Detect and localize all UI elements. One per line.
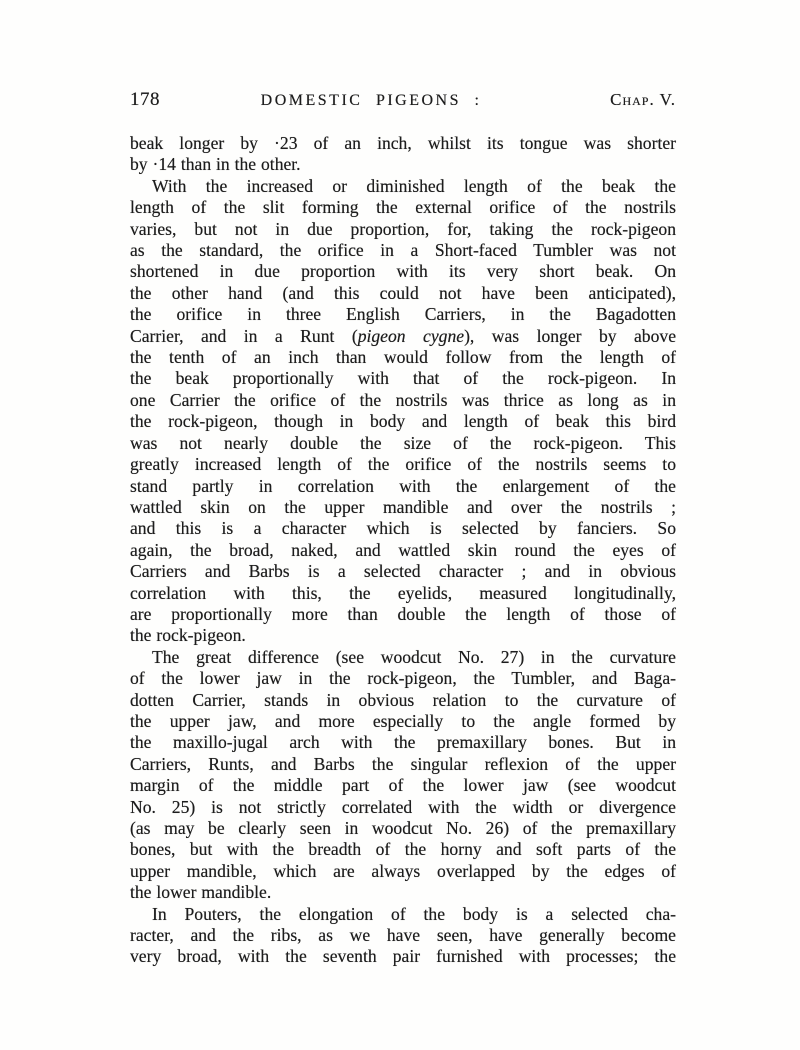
text-line: the maxillo-jugal arch with the premaxillary bones. But in [130,732,676,753]
text-line: shortened in due proportion with its very short beak. On [130,261,676,282]
text-line: margin of the middle part of the lower jaw (see woodcut [130,775,676,796]
text-line: With the increased or diminished length of the beak the [152,175,676,196]
running-head [130,89,676,113]
text-line: The great difference (see woodcut No. 27) in the curvature [152,646,676,667]
paragraph [130,133,676,176]
text-line: varies, but not in due proportion, for, taking the rock-pigeon [130,218,676,239]
text-line: (as may be clearly seen in woodcut No. 26) of the premaxillary [130,818,676,838]
text-line: bones, but with the breadth of the horny and soft parts of the [130,839,676,860]
paragraph [130,647,676,904]
text-line: the lower mandible. [130,882,272,903]
text-line: upper mandible, which are always overlapped by the edges of [130,860,676,881]
paragraph [130,904,676,968]
running-title: DOMESTIC PIGEONS : [260,92,482,109]
text-line: racter, and the ribs, as we have seen, have generally become [130,925,676,946]
text-line: No. 25) is not strictly correlated with the width or divergence [130,796,676,817]
text-block [130,133,676,968]
text-line: wattled skin on the upper mandible and over the nostrils ; [130,496,676,517]
text-line: was not nearly double the size of the rock-pigeon. This [130,432,676,453]
text-line: correlation with this, the eyelids, measured longitudinally, [130,582,676,603]
page-number: 178 [130,89,160,110]
text-line: Carrier, and in a Runt (pigeon cygne), was longer by above [130,325,676,346]
page-content [130,0,676,968]
text-line: as the standard, the orifice in a Short-faced Tumbler was not [130,240,676,261]
text-line: the orifice in three English Carriers, in the Bagadotten [130,304,676,325]
text-line: stand partly in correlation with the enlargement of the [130,475,676,496]
text-line: one Carrier the orifice of the nostrils was thrice as long as in [130,389,676,410]
text-line: the rock-pigeon, though in body and length of beak this bird [130,411,676,432]
text-line: are proportionally more than double the length of those of [130,603,676,624]
text-line: the beak proportionally with that of the rock-pigeon. In [130,368,676,389]
text-line: the other hand (and this could not have been anticipated), [130,282,676,303]
text-line: greatly increased length of the orifice of the nostrils seems to [130,454,676,475]
chapter-label: Chap. V. [610,90,676,109]
text-line: the upper jaw, and more especially to the angle formed by [130,710,676,731]
text-line: again, the broad, naked, and wattled skin round the eyes of [130,539,676,560]
text-line: and this is a character which is selected by fanciers. So [130,518,676,539]
text-line: of the lower jaw in the rock-pigeon, the Tumbler, and Baga- [130,668,676,689]
text-line: Carriers, Runts, and Barbs the singular reflexion of the upper [130,753,676,774]
text-line: length of the slit forming the external orifice of the nostrils [130,197,676,218]
text-line: In Pouters, the elongation of the body is a selected cha- [152,903,676,924]
text-line: by ·14 than in the other. [130,154,301,175]
text-line: dotten Carrier, stands in obvious relation to the curvature of [130,689,676,710]
text-line: very broad, with the seventh pair furnished with processes; the [130,946,676,967]
text-line: beak longer by ·23 of an inch, whilst its tongue was shorter [130,133,676,153]
text-line: Carriers and Barbs is a selected character ; and in obvious [130,561,676,582]
text-line: the tenth of an inch than would follow from the length of [130,347,676,368]
text-line: the rock-pigeon. [130,625,246,646]
paragraph [130,176,676,647]
